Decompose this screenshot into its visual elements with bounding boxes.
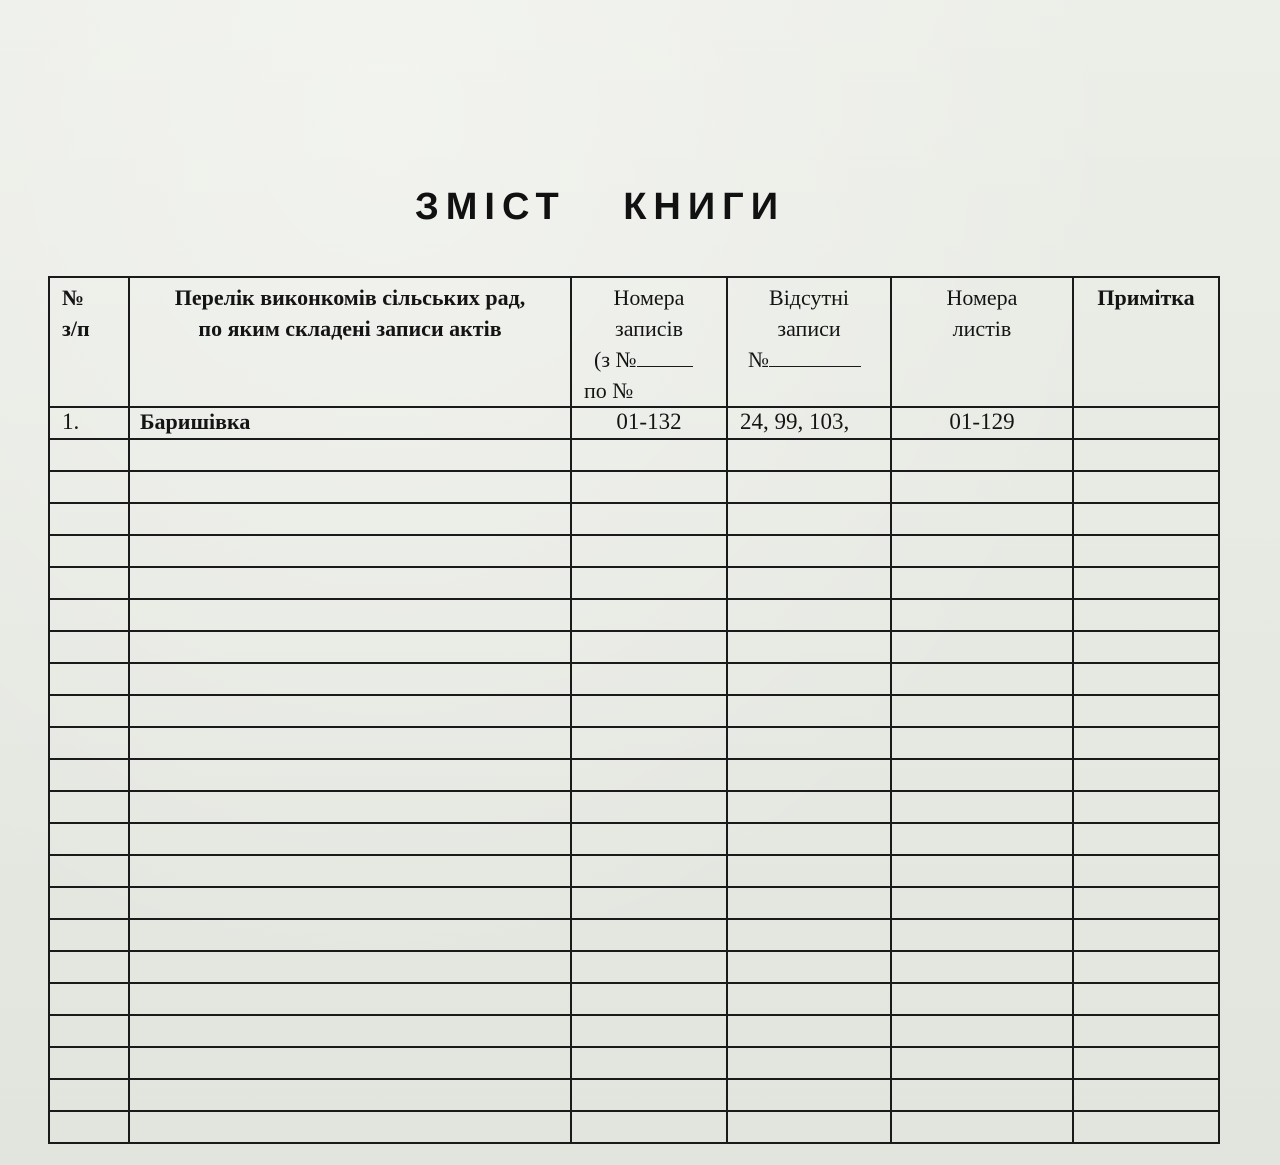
empty-cell xyxy=(129,1047,571,1079)
empty-cell xyxy=(727,567,891,599)
empty-cell xyxy=(571,567,727,599)
empty-cell xyxy=(49,695,129,727)
header-council-list: Перелік виконкомів сільських рад, по яким складені записи актів xyxy=(129,277,571,407)
empty-cell xyxy=(571,503,727,535)
empty-cell xyxy=(891,1079,1073,1111)
empty-cell xyxy=(571,631,727,663)
header-number: № з/п xyxy=(49,277,129,407)
row-record-numbers: 01-132 xyxy=(571,407,727,439)
empty-cell xyxy=(891,1047,1073,1079)
empty-cell xyxy=(1073,1079,1219,1111)
empty-cell xyxy=(571,791,727,823)
empty-cell xyxy=(571,983,727,1015)
empty-cell xyxy=(129,695,571,727)
empty-cell xyxy=(129,983,571,1015)
empty-cell xyxy=(891,535,1073,567)
empty-cell xyxy=(891,887,1073,919)
empty-cell xyxy=(129,1015,571,1047)
empty-cell xyxy=(49,535,129,567)
empty-cell xyxy=(891,439,1073,471)
table-header-row xyxy=(49,277,1219,407)
empty-cell xyxy=(891,919,1073,951)
empty-cell xyxy=(571,727,727,759)
empty-cell xyxy=(1073,471,1219,503)
empty-cell xyxy=(1073,919,1219,951)
empty-table-row xyxy=(49,855,1219,887)
empty-cell xyxy=(891,503,1073,535)
empty-cell xyxy=(49,823,129,855)
empty-cell xyxy=(49,439,129,471)
empty-cell xyxy=(49,631,129,663)
empty-cell xyxy=(1073,983,1219,1015)
empty-table-row xyxy=(49,1079,1219,1111)
empty-cell xyxy=(571,1111,727,1143)
empty-cell xyxy=(49,855,129,887)
empty-cell xyxy=(129,503,571,535)
empty-cell xyxy=(1073,759,1219,791)
row-note xyxy=(1073,407,1219,439)
empty-cell xyxy=(49,791,129,823)
empty-cell xyxy=(129,1111,571,1143)
empty-cell xyxy=(49,1015,129,1047)
empty-table-row xyxy=(49,695,1219,727)
empty-cell xyxy=(891,823,1073,855)
empty-cell xyxy=(1073,631,1219,663)
empty-cell xyxy=(49,727,129,759)
empty-cell xyxy=(1073,1047,1219,1079)
empty-cell xyxy=(49,567,129,599)
empty-table-row xyxy=(49,791,1219,823)
empty-cell xyxy=(1073,535,1219,567)
empty-cell xyxy=(727,759,891,791)
empty-cell xyxy=(891,663,1073,695)
empty-cell xyxy=(727,439,891,471)
empty-cell xyxy=(49,887,129,919)
empty-cell xyxy=(727,1047,891,1079)
empty-cell xyxy=(1073,567,1219,599)
empty-cell xyxy=(571,695,727,727)
empty-cell xyxy=(727,983,891,1015)
empty-table-row xyxy=(49,983,1219,1015)
empty-cell xyxy=(891,727,1073,759)
empty-cell xyxy=(1073,727,1219,759)
contents-table xyxy=(48,276,1220,1144)
empty-cell xyxy=(1073,855,1219,887)
empty-cell xyxy=(571,1079,727,1111)
empty-cell xyxy=(571,471,727,503)
empty-table-row xyxy=(49,535,1219,567)
empty-cell xyxy=(129,599,571,631)
empty-cell xyxy=(49,983,129,1015)
empty-cell xyxy=(727,471,891,503)
empty-cell xyxy=(727,631,891,663)
empty-cell xyxy=(1073,439,1219,471)
header-sheet-numbers: Номера листів xyxy=(891,277,1073,407)
empty-table-row xyxy=(49,919,1219,951)
empty-cell xyxy=(129,887,571,919)
empty-cell xyxy=(129,823,571,855)
empty-cell xyxy=(571,919,727,951)
row-absent-records: 24, 99, 103, xyxy=(727,407,891,439)
empty-cell xyxy=(49,951,129,983)
empty-cell xyxy=(571,535,727,567)
empty-cell xyxy=(891,791,1073,823)
empty-cell xyxy=(129,855,571,887)
empty-cell xyxy=(727,503,891,535)
empty-cell xyxy=(891,567,1073,599)
empty-cell xyxy=(727,599,891,631)
header-absent-records: Відсутні записи № xyxy=(727,277,891,407)
empty-table-row xyxy=(49,631,1219,663)
empty-cell xyxy=(1073,791,1219,823)
empty-cell xyxy=(727,951,891,983)
empty-cell xyxy=(129,919,571,951)
empty-cell xyxy=(891,599,1073,631)
empty-cell xyxy=(727,823,891,855)
empty-cell xyxy=(1073,695,1219,727)
empty-table-row xyxy=(49,1015,1219,1047)
empty-cell xyxy=(891,695,1073,727)
empty-cell xyxy=(571,823,727,855)
empty-cell xyxy=(49,503,129,535)
empty-cell xyxy=(727,887,891,919)
empty-cell xyxy=(727,695,891,727)
empty-table-row xyxy=(49,951,1219,983)
empty-cell xyxy=(571,1047,727,1079)
empty-cell xyxy=(49,471,129,503)
empty-cell xyxy=(129,471,571,503)
empty-table-row xyxy=(49,471,1219,503)
empty-cell xyxy=(1073,503,1219,535)
empty-cell xyxy=(49,1111,129,1143)
empty-cell xyxy=(571,759,727,791)
empty-table-row xyxy=(49,887,1219,919)
empty-cell xyxy=(571,951,727,983)
page-title: ЗМІСТ КНИГИ xyxy=(414,186,786,228)
table-row xyxy=(49,407,1219,439)
empty-cell xyxy=(891,759,1073,791)
empty-table-row xyxy=(49,503,1219,535)
empty-cell xyxy=(571,599,727,631)
row-sheet-numbers: 01-129 xyxy=(891,407,1073,439)
empty-cell xyxy=(49,759,129,791)
empty-cell xyxy=(727,791,891,823)
empty-cell xyxy=(1073,951,1219,983)
empty-table-row xyxy=(49,759,1219,791)
empty-cell xyxy=(727,535,891,567)
empty-cell xyxy=(891,631,1073,663)
empty-table-row xyxy=(49,599,1219,631)
empty-cell xyxy=(571,887,727,919)
empty-table-row xyxy=(49,1047,1219,1079)
empty-cell xyxy=(129,727,571,759)
empty-table-row xyxy=(49,1111,1219,1143)
empty-cell xyxy=(129,791,571,823)
empty-cell xyxy=(727,855,891,887)
empty-cell xyxy=(1073,1015,1219,1047)
row-number: 1. xyxy=(49,407,129,439)
empty-table-row xyxy=(49,663,1219,695)
empty-cell xyxy=(727,1111,891,1143)
header-note: Примітка xyxy=(1073,277,1219,407)
empty-cell xyxy=(129,663,571,695)
empty-cell xyxy=(891,471,1073,503)
empty-table-row xyxy=(49,567,1219,599)
empty-cell xyxy=(49,599,129,631)
empty-cell xyxy=(571,855,727,887)
empty-cell xyxy=(571,1015,727,1047)
empty-cell xyxy=(49,919,129,951)
empty-cell xyxy=(571,663,727,695)
header-record-numbers: Номера записів (з № по № xyxy=(571,277,727,407)
empty-cell xyxy=(571,439,727,471)
empty-cell xyxy=(129,439,571,471)
empty-table-row xyxy=(49,823,1219,855)
empty-cell xyxy=(891,855,1073,887)
empty-cell xyxy=(49,1047,129,1079)
empty-cell xyxy=(727,1015,891,1047)
row-council-name: Баришівка xyxy=(129,407,571,439)
empty-cell xyxy=(891,951,1073,983)
empty-cell xyxy=(129,1079,571,1111)
empty-table-row xyxy=(49,439,1219,471)
empty-cell xyxy=(891,1111,1073,1143)
empty-cell xyxy=(49,1079,129,1111)
empty-cell xyxy=(727,1079,891,1111)
empty-cell xyxy=(1073,599,1219,631)
empty-cell xyxy=(129,951,571,983)
empty-cell xyxy=(727,727,891,759)
empty-cell xyxy=(129,567,571,599)
empty-cell xyxy=(129,631,571,663)
empty-cell xyxy=(1073,663,1219,695)
empty-cell xyxy=(129,759,571,791)
empty-table-row xyxy=(49,727,1219,759)
empty-cell xyxy=(727,663,891,695)
empty-cell xyxy=(129,535,571,567)
empty-cell xyxy=(1073,887,1219,919)
empty-cell xyxy=(1073,1111,1219,1143)
empty-cell xyxy=(1073,823,1219,855)
empty-cell xyxy=(891,1015,1073,1047)
empty-cell xyxy=(891,983,1073,1015)
empty-cell xyxy=(49,663,129,695)
empty-cell xyxy=(727,919,891,951)
